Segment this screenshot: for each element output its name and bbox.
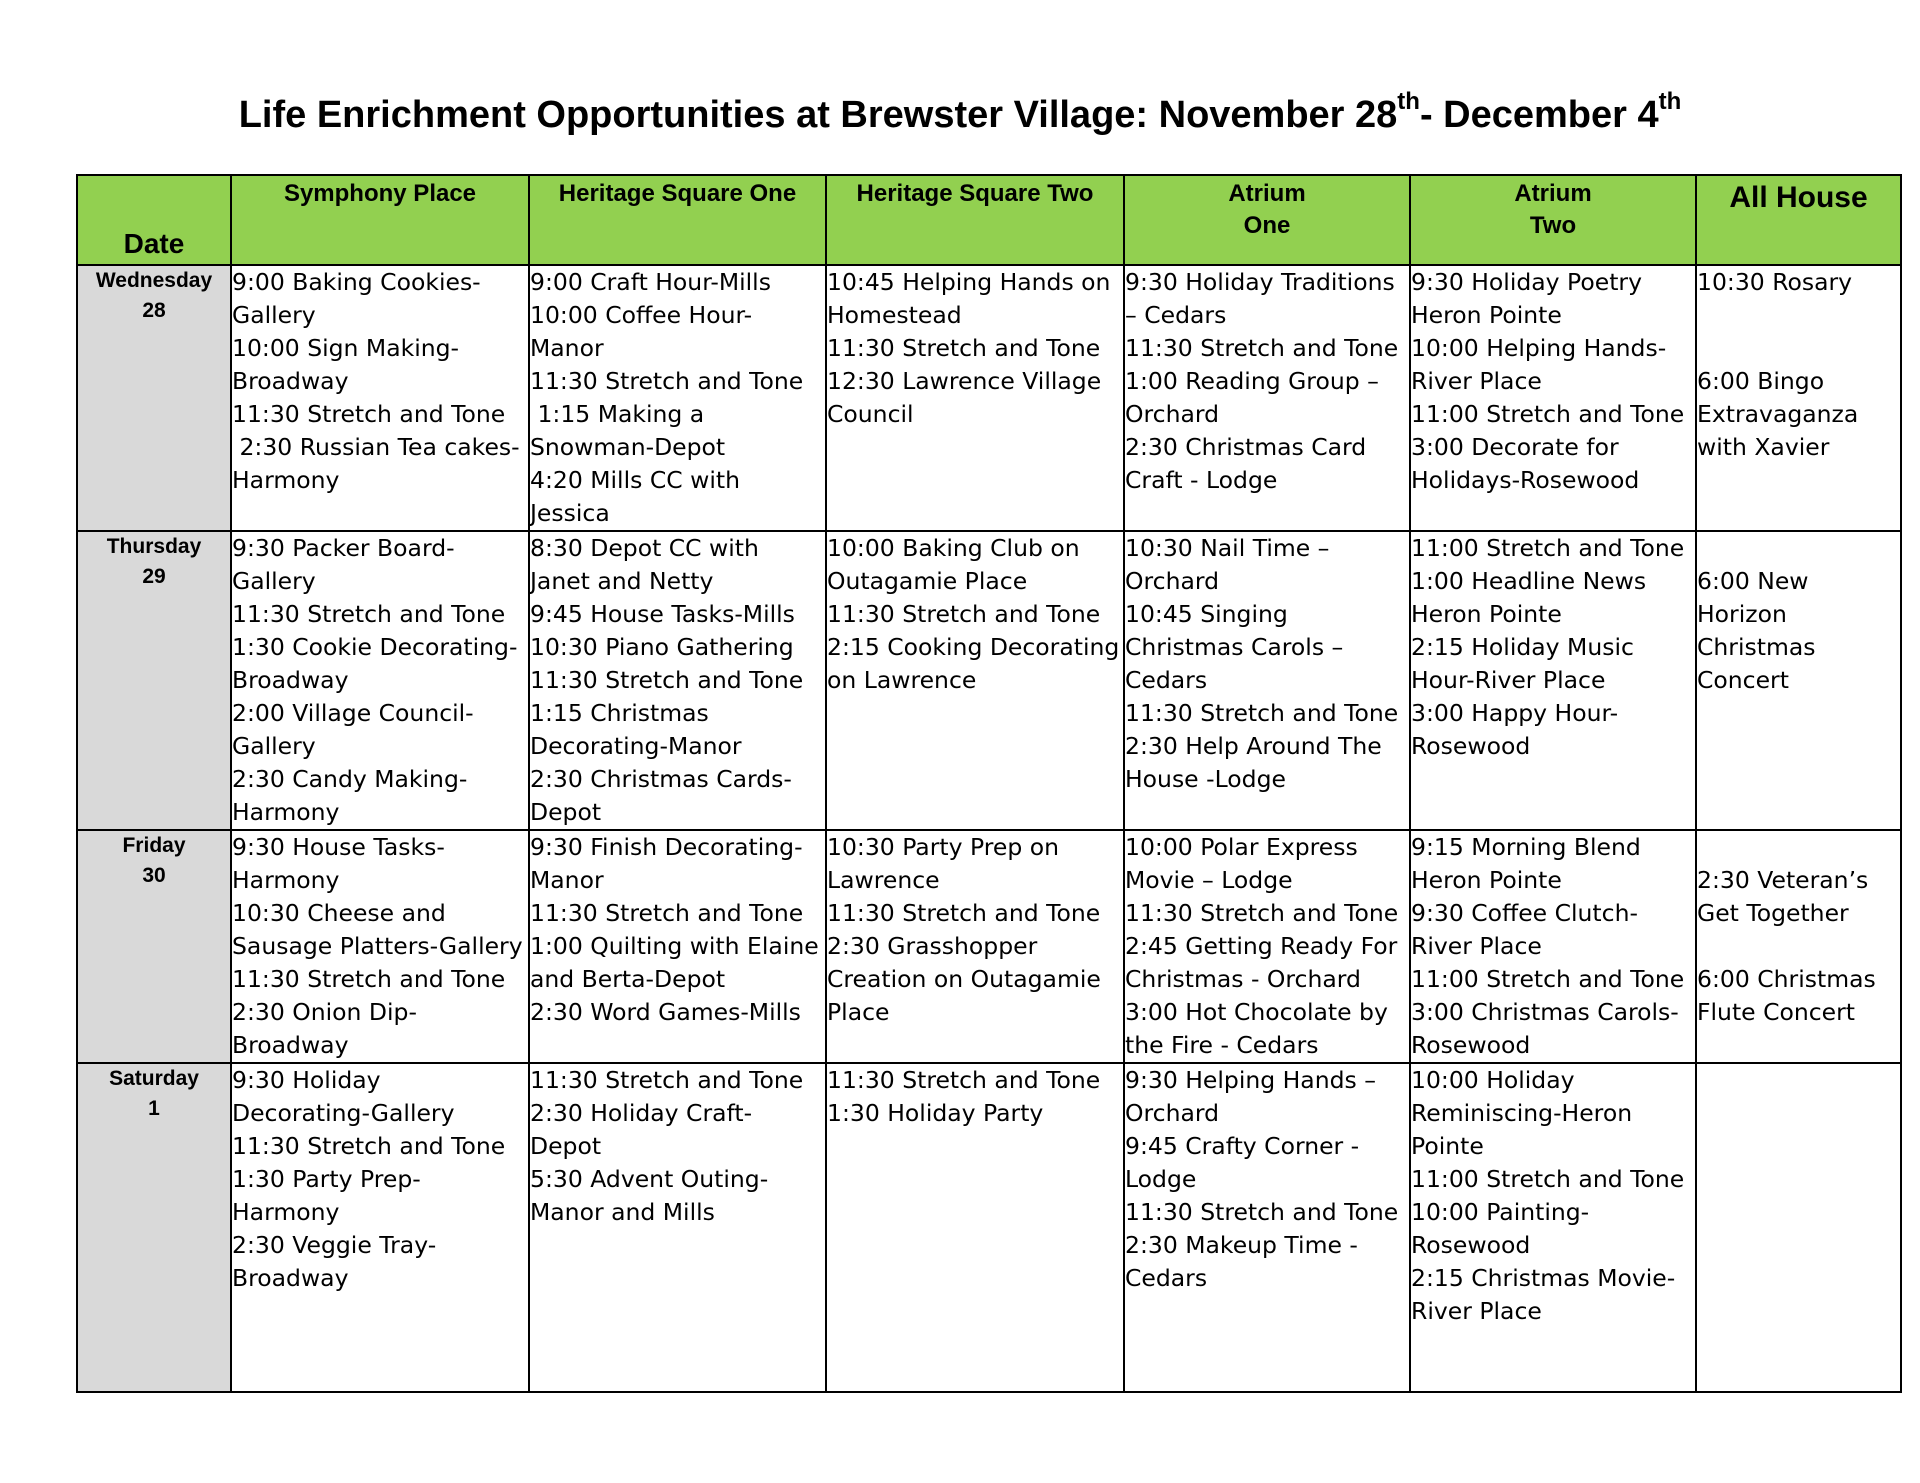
- activity-cell-atrium-two: [1410, 1063, 1696, 1392]
- activity-line: 10:30 Cheese and: [232, 899, 446, 927]
- activity-line: 10:00 Coffee Hour-: [530, 301, 753, 329]
- activity-line: 11:00 Stretch and Tone: [1411, 965, 1685, 993]
- activity-line: 1:00 Quilting with Elaine: [530, 932, 819, 960]
- activity-line: 10:00 Sign Making-: [232, 334, 460, 362]
- activity-line: Harmony: [232, 1198, 340, 1226]
- activity-line: 2:30 Candy Making-: [232, 765, 468, 793]
- activity-line: Lawrence: [827, 866, 940, 894]
- activity-line: 11:30 Stretch and Tone: [530, 899, 804, 927]
- activity-line: 2:30 Christmas Cards-: [530, 765, 792, 793]
- activity-cell-heritage-square-two: [826, 830, 1124, 1063]
- table-row: [77, 265, 1901, 531]
- activity-line: Rosewood: [1411, 1231, 1531, 1259]
- activity-line: 10:45 Helping Hands on: [827, 268, 1111, 296]
- day-number: 1: [148, 1097, 160, 1120]
- activity-line: 6:00 Bingo: [1697, 367, 1825, 395]
- activity-cell-atrium-two: [1410, 265, 1696, 531]
- activity-line: 11:30 Stretch and Tone: [1125, 334, 1399, 362]
- activity-cell-heritage-square-two: [826, 1063, 1124, 1392]
- activity-line: Christmas Carols –: [1125, 633, 1344, 661]
- activity-line: Creation on Outagamie: [827, 965, 1101, 993]
- activity-line: River Place: [1411, 1297, 1542, 1325]
- activity-line: Craft - Lodge: [1125, 466, 1278, 494]
- activity-line: 10:00 Polar Express: [1125, 833, 1358, 861]
- column-header-symphony-place: Symphony Place: [231, 175, 529, 265]
- activity-cell-atrium-two: [1410, 531, 1696, 830]
- activity-line: 10:00 Holiday: [1411, 1066, 1575, 1094]
- activity-line: 10:30 Party Prep on: [827, 833, 1059, 861]
- activity-line: 2:15 Cooking Decorating: [827, 633, 1120, 661]
- activity-cell-heritage-square-one: [529, 1063, 826, 1392]
- activity-line: 11:00 Stretch and Tone: [1411, 1165, 1685, 1193]
- activity-line: Heron Pointe: [1411, 301, 1562, 329]
- title-superscript-2: th: [1658, 88, 1682, 115]
- activity-line: Hour-River Place: [1411, 666, 1606, 694]
- activity-cell-heritage-square-two: [826, 265, 1124, 531]
- activity-cell-heritage-square-one: [529, 531, 826, 830]
- activity-line: 5:30 Advent Outing-: [530, 1165, 769, 1193]
- activity-line: 11:30 Stretch and Tone: [530, 1066, 804, 1094]
- activity-line: 11:30 Stretch and Tone: [1125, 699, 1399, 727]
- activity-line: 6:00 Christmas: [1697, 965, 1876, 993]
- activity-line: with Xavier: [1697, 433, 1830, 461]
- activity-line: 10:30 Nail Time –: [1125, 534, 1330, 562]
- activity-line: Harmony: [232, 466, 340, 494]
- activity-line: 11:30 Stretch and Tone: [1125, 1198, 1399, 1226]
- activity-line: Broadway: [232, 367, 349, 395]
- activity-cell-atrium-two: [1410, 830, 1696, 1063]
- activity-line: [1697, 332, 1900, 365]
- activity-line: Manor and Mills: [530, 1198, 715, 1226]
- activity-line: 3:00 Hot Chocolate by: [1125, 998, 1388, 1026]
- activity-line: Harmony: [232, 866, 340, 894]
- activity-line: 1:15 Christmas: [530, 699, 709, 727]
- column-header-all-house: All House: [1696, 175, 1901, 265]
- column-header-date: Date: [77, 175, 231, 265]
- activity-line: 9:45 House Tasks-Mills: [530, 600, 795, 628]
- day-cell: [77, 1063, 231, 1392]
- activity-cell-atrium-one: [1124, 1063, 1410, 1392]
- activity-line: 4:20 Mills CC with: [530, 466, 740, 494]
- activity-line: 1:30 Party Prep-: [232, 1165, 421, 1193]
- activity-line: and Berta-Depot: [530, 965, 726, 993]
- activity-line: Rosewood: [1411, 1031, 1531, 1059]
- table-row: [77, 531, 1901, 830]
- activity-line: 9:30 Holiday Poetry: [1411, 268, 1642, 296]
- activity-line: Broadway: [232, 666, 349, 694]
- table-row: [77, 830, 1901, 1063]
- title-text-2: - December 4: [1419, 94, 1659, 136]
- day-cell: [77, 265, 231, 531]
- activity-line: Place: [827, 998, 890, 1026]
- activity-line: 1:30 Cookie Decorating-: [232, 633, 518, 661]
- day-cell: [77, 830, 231, 1063]
- page-title: [0, 88, 1920, 138]
- activity-line: Broadway: [232, 1264, 349, 1292]
- column-header-heritage-square-one: Heritage Square One: [529, 175, 826, 265]
- activity-cell-all-house: [1696, 830, 1901, 1063]
- activity-line: the Fire - Cedars: [1125, 1031, 1319, 1059]
- activity-line: Cedars: [1125, 1264, 1208, 1292]
- activity-line: Outagamie Place: [827, 567, 1028, 595]
- activity-line: Christmas - Orchard: [1125, 965, 1361, 993]
- activity-line: 11:30 Stretch and Tone: [530, 367, 804, 395]
- activity-line: 9:30 Holiday Traditions: [1125, 268, 1395, 296]
- activity-line: Heron Pointe: [1411, 600, 1562, 628]
- activity-line: Homestead: [827, 301, 962, 329]
- day-number: 30: [142, 864, 166, 887]
- activity-line: 9:30 Coffee Clutch-: [1411, 899, 1638, 927]
- header-row: [77, 175, 1901, 265]
- activity-cell-all-house: [1696, 531, 1901, 830]
- activity-line: Jessica: [530, 499, 610, 527]
- activity-line: Orchard: [1125, 1099, 1220, 1127]
- activity-line: Orchard: [1125, 400, 1220, 428]
- activity-line: Orchard: [1125, 567, 1220, 595]
- activity-line: 2:15 Holiday Music: [1411, 633, 1634, 661]
- schedule-body: [77, 265, 1901, 1392]
- activity-line: 9:45 Crafty Corner -: [1125, 1132, 1360, 1160]
- activity-line: House -Lodge: [1125, 765, 1286, 793]
- schedule-table: [76, 174, 1902, 1393]
- activity-line: Decorating-Gallery: [232, 1099, 455, 1127]
- activity-line: Janet and Netty: [530, 567, 714, 595]
- activity-line: 9:30 Packer Board-: [232, 534, 455, 562]
- activity-line: 2:45 Getting Ready For: [1125, 932, 1398, 960]
- activity-line: 11:30 Stretch and Tone: [827, 600, 1101, 628]
- activity-line: 2:30 Veggie Tray-: [232, 1231, 437, 1259]
- column-header-atrium-two: Atrium Two: [1410, 175, 1696, 265]
- activity-line: 11:30 Stretch and Tone: [1125, 899, 1399, 927]
- activity-cell-symphony-place: [231, 830, 529, 1063]
- activity-line: [1697, 299, 1900, 332]
- activity-line: 6:00 New: [1697, 567, 1809, 595]
- activity-line: 9:30 Finish Decorating-: [530, 833, 803, 861]
- activity-line: Depot: [530, 798, 602, 826]
- activity-line: Christmas: [1697, 633, 1816, 661]
- activity-line: 11:30 Stretch and Tone: [232, 965, 506, 993]
- activity-line: 2:30 Grasshopper: [827, 932, 1038, 960]
- day-cell: [77, 531, 231, 830]
- activity-line: [1697, 930, 1900, 963]
- activity-line: Broadway: [232, 1031, 349, 1059]
- activity-line: Council: [827, 400, 914, 428]
- activity-line: 11:30 Stretch and Tone: [827, 899, 1101, 927]
- day-number: 28: [142, 299, 166, 322]
- activity-line: River Place: [1411, 367, 1542, 395]
- activity-line: Horizon: [1697, 600, 1787, 628]
- activity-line: Gallery: [232, 567, 316, 595]
- activity-line: – Cedars: [1125, 301, 1227, 329]
- day-name: Wednesday: [95, 269, 213, 292]
- activity-line: Heron Pointe: [1411, 866, 1562, 894]
- activity-line: 2:30 Holiday Craft-: [530, 1099, 753, 1127]
- activity-line: Reminiscing-Heron: [1411, 1099, 1633, 1127]
- activity-line: [1697, 831, 1900, 864]
- activity-line: 9:00 Baking Cookies-: [232, 268, 481, 296]
- activity-line: 2:30 Word Games-Mills: [530, 998, 801, 1026]
- table-row: [77, 1063, 1901, 1392]
- activity-line: 10:30 Piano Gathering: [530, 633, 794, 661]
- activity-line: 9:15 Morning Blend: [1411, 833, 1641, 861]
- activity-line: Holidays-Rosewood: [1411, 466, 1640, 494]
- activity-line: Movie – Lodge: [1125, 866, 1293, 894]
- activity-cell-atrium-one: [1124, 531, 1410, 830]
- activity-line: [1697, 532, 1900, 565]
- activity-line: 10:00 Painting-: [1411, 1198, 1590, 1226]
- day-name: Friday: [122, 834, 186, 857]
- activity-cell-all-house: [1696, 265, 1901, 531]
- activity-line: 3:00 Decorate for: [1411, 433, 1619, 461]
- activity-line: River Place: [1411, 932, 1542, 960]
- activity-cell-heritage-square-two: [826, 531, 1124, 830]
- activity-line: 1:15 Making a: [530, 400, 705, 428]
- activity-line: 2:30 Veteran’s: [1697, 866, 1869, 894]
- activity-line: 11:00 Stretch and Tone: [1411, 534, 1685, 562]
- day-name: Thursday: [106, 535, 202, 558]
- activity-line: Harmony: [232, 798, 340, 826]
- activity-cell-all-house: [1696, 1063, 1901, 1392]
- activity-line: Gallery: [232, 732, 316, 760]
- activity-line: on Lawrence: [827, 666, 977, 694]
- day-number: 29: [142, 565, 166, 588]
- activity-line: 2:30 Help Around The: [1125, 732, 1382, 760]
- activity-line: Snowman-Depot: [530, 433, 726, 461]
- title-text-1: Life Enrichment Opportunities at Brewster Village: November 28: [238, 94, 1398, 136]
- activity-cell-heritage-square-one: [529, 830, 826, 1063]
- activity-line: 10:00 Baking Club on: [827, 534, 1080, 562]
- activity-cell-symphony-place: [231, 265, 529, 531]
- activity-line: Manor: [530, 334, 604, 362]
- activity-cell-symphony-place: [231, 1063, 529, 1392]
- activity-line: Concert: [1697, 666, 1789, 694]
- activity-line: 10:30 Rosary: [1697, 268, 1853, 296]
- activity-cell-heritage-square-one: [529, 265, 826, 531]
- activity-line: Get Together: [1697, 899, 1849, 927]
- activity-line: 11:30 Stretch and Tone: [827, 334, 1101, 362]
- activity-line: 11:30 Stretch and Tone: [232, 600, 506, 628]
- activity-line: Extravaganza: [1697, 400, 1859, 428]
- activity-line: 2:30 Christmas Card: [1125, 433, 1367, 461]
- title-superscript-1: th: [1397, 88, 1420, 115]
- activity-line: 1:00 Headline News: [1411, 567, 1647, 595]
- activity-line: 11:30 Stretch and Tone: [530, 666, 804, 694]
- activity-line: 3:00 Happy Hour-: [1411, 699, 1619, 727]
- activity-cell-atrium-one: [1124, 265, 1410, 531]
- activity-line: Flute Concert: [1697, 998, 1856, 1026]
- activity-line: Rosewood: [1411, 732, 1531, 760]
- activity-line: 3:00 Christmas Carols-: [1411, 998, 1679, 1026]
- activity-line: Sausage Platters-Gallery: [232, 932, 523, 960]
- activity-cell-atrium-one: [1124, 830, 1410, 1063]
- activity-line: 1:00 Reading Group –: [1125, 367, 1379, 395]
- activity-line: 11:30 Stretch and Tone: [827, 1066, 1101, 1094]
- activity-line: 2:15 Christmas Movie-: [1411, 1264, 1676, 1292]
- activity-line: 2:30 Russian Tea cakes-: [232, 433, 520, 461]
- activity-line: Manor: [530, 866, 604, 894]
- activity-line: 11:30 Stretch and Tone: [232, 400, 506, 428]
- activity-line: 9:30 Holiday: [232, 1066, 381, 1094]
- activity-line: 11:00 Stretch and Tone: [1411, 400, 1685, 428]
- activity-line: 1:30 Holiday Party: [827, 1099, 1044, 1127]
- activity-line: 9:30 House Tasks-: [232, 833, 445, 861]
- activity-line: 12:30 Lawrence Village: [827, 367, 1102, 395]
- activity-line: Gallery: [232, 301, 316, 329]
- activity-line: 8:30 Depot CC with: [530, 534, 759, 562]
- activity-line: Decorating-Manor: [530, 732, 742, 760]
- activity-line: 10:45 Singing: [1125, 600, 1288, 628]
- activity-line: 9:30 Helping Hands –: [1125, 1066, 1376, 1094]
- day-name: Saturday: [109, 1067, 199, 1090]
- activity-cell-symphony-place: [231, 531, 529, 830]
- activity-line: 9:00 Craft Hour-Mills: [530, 268, 771, 296]
- activity-line: Lodge: [1125, 1165, 1197, 1193]
- activity-line: 2:30 Onion Dip-: [232, 998, 417, 1026]
- activity-line: 10:00 Helping Hands-: [1411, 334, 1667, 362]
- column-header-atrium-one: Atrium One: [1124, 175, 1410, 265]
- activity-line: 11:30 Stretch and Tone: [232, 1132, 506, 1160]
- activity-line: Depot: [530, 1132, 602, 1160]
- activity-line: Pointe: [1411, 1132, 1484, 1160]
- activity-line: 2:00 Village Council-: [232, 699, 474, 727]
- column-header-heritage-square-two: Heritage Square Two: [826, 175, 1124, 265]
- activity-line: Cedars: [1125, 666, 1208, 694]
- activity-line: 2:30 Makeup Time -: [1125, 1231, 1358, 1259]
